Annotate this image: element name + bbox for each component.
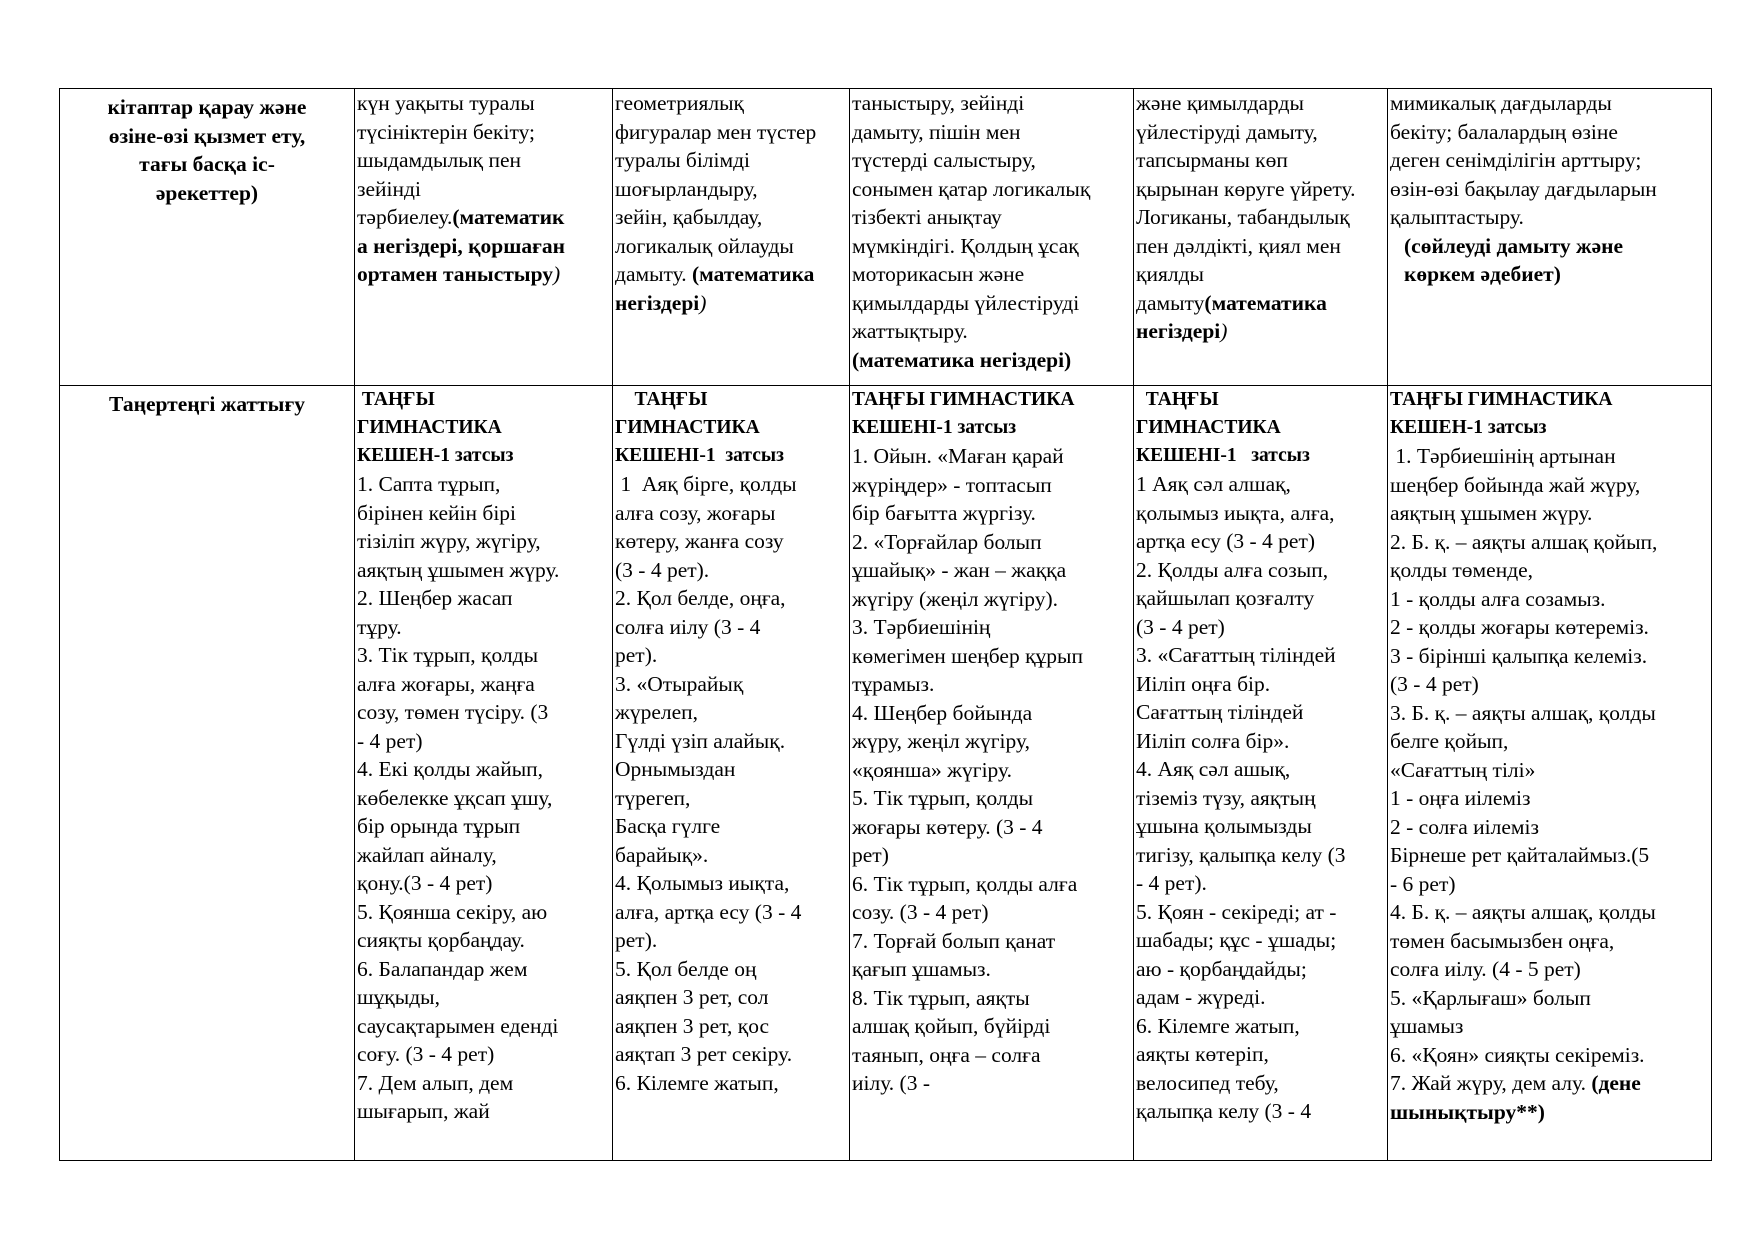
text-line: 7. Дем алып, дем [357,1070,514,1095]
cell-text-tail: дамыту(математика негіздері) [1136,290,1327,343]
text-line: геометриялық [615,91,744,115]
text-line: тізбекті анықтау [852,205,1002,229]
text-line: 7. Торғай болып қанат [852,928,1056,953]
table-cell [850,386,1134,1161]
cell-heading [1136,386,1387,470]
text-line: 2. «Торғайлар болып [852,529,1042,554]
text-line: адам - жүреді. [1136,985,1266,1009]
text-line: аяқтың ұшымен жүру. [357,557,560,582]
text-line: аю - қорбаңдайды; [1136,956,1307,981]
text-line: Сағаттың тіліндей [1136,700,1304,724]
text-line: жүріңдер» - топтасып [852,472,1052,497]
text-line: зейінді [357,176,421,201]
text-line: аяқты көтеріп, [1136,1042,1269,1066]
cell-text [1136,470,1387,1126]
text-line: сияқты қорбаңдау. [357,928,525,952]
text-line: пен дәлдікті, қиял мен [1136,233,1341,258]
text-line: (3 - 4 рет) [1136,614,1225,639]
table-cell [613,89,850,386]
text-line: тұру. [357,614,402,639]
row-label-cell [60,89,355,386]
text-line: Гүлді үзіп алайық. [615,728,786,753]
text-line: жаттықтыру. [852,319,968,343]
row-label-text: Таңертеңгі жаттығу [109,392,305,416]
text-line: моторикасын және [852,262,1025,286]
text-line: шоғырландыру, [615,176,758,201]
text-line: 2. Қол белде, оңға, [615,586,786,610]
text-line: 4. Б. қ. – аяқты алшақ, қолды [1390,900,1656,924]
text-line: ТАҢҒЫ ГИМНАСТИКА [852,389,1075,410]
text-line: тапсырманы көп [1136,148,1288,172]
text-line: 3. «Отырайық [615,671,744,696]
text-line: көркем әдебиет) [1404,262,1561,286]
text-line: жүру, жеңіл жүгіру, [852,729,1030,753]
text-line: қону.(3 - 4 рет) [357,871,493,895]
text-line: үйлестіруді дамыту, [1136,119,1318,144]
cell-text-tail: дамыту. (математика негіздері) [615,262,815,315]
table-cell [1388,89,1712,386]
text-line: таянып, оңға – солға [852,1042,1041,1067]
text-line: 2 - қолды жоғары көтереміз. [1390,615,1649,639]
cell-text-tail: 7. Жай жүру, дем алу. (дене шынықтыру**) [1390,1071,1641,1124]
text-line: түсініктерін бекіту; [357,119,536,144]
text-line: (3 - 4 рет). [615,557,710,582]
text-line: сонымен қатар логикалық [852,176,1091,201]
text-line: 3 - бірінші қалыпқа келеміз. [1390,643,1648,668]
text-line: қайшылап қозғалту [1136,586,1315,610]
text-line: ТАҢҒЫ [357,389,435,410]
text-line: шыдамдылық пен [357,148,522,172]
text-line: 4. Аяқ сәл ашық, [1136,757,1291,781]
cell-heading [1390,386,1711,442]
text-line: мимикалық дағдыларды [1390,91,1612,115]
text-line: көмегімен шеңбер құрып [852,643,1083,668]
cell-text [852,442,1133,1098]
text-line: жүрелеп, [615,700,699,724]
cell-text [615,470,849,1097]
text-line: рет). [615,643,658,667]
text-line: бір орында тұрып [357,814,521,838]
text-line: және қимылдарды [1136,91,1304,115]
text-line: ТАҢҒЫ [615,389,708,410]
text-line: 6. Кілемге жатып, [1136,1013,1300,1038]
cell-heading [615,386,849,470]
table-cell [355,89,613,386]
text-line: таныстыру, зейінді [852,91,1025,115]
text-line: 1. Сапта тұрып, [357,472,501,496]
schedule-table [59,88,1712,1161]
table-cell [1388,386,1712,1161]
text-line: ұшына қолымызды [1136,814,1312,838]
text-line: 4. Қолымыз иықта, [615,871,790,895]
text-line: түстерді салыстыру, [852,148,1036,172]
text-line: аяқтап 3 рет секіру. [615,1042,793,1066]
text-line: бір бағытта жүргізу. [852,501,1036,525]
text-line: 5. «Қарлығаш» болып [1390,985,1591,1010]
text-line: алшақ қойып, бүйірді [852,1014,1051,1038]
text-line: 1. Ойын. «Маған қарай [852,444,1064,468]
text-line: 2. Б. қ. – аяқты алшақ қойып, [1390,529,1658,554]
text-line: 4. Шеңбер бойында [852,700,1033,725]
text-line: қиялды [1136,262,1204,286]
text-line: 2 - солға иілеміз [1390,814,1539,839]
text-line: КЕШЕНІ-1 затсыз [615,445,784,466]
text-line: ГИМНАСТИКА [1136,417,1281,438]
text-line: көбелекке ұқсап ұшу, [357,785,553,810]
text-line: 5. Қоянша секіру, аю [357,899,548,924]
row-label-cell [60,386,355,1161]
text-line: 3. Б. қ. – аяқты алшақ, қолды [1390,700,1656,725]
text-line: шеңбер бойында жай жүру, [1390,472,1641,497]
text-line: (сөйлеуді дамыту және [1404,233,1624,258]
cell-text [1390,442,1711,1069]
table-cell [613,386,850,1161]
text-line: шұқыды, [357,985,440,1009]
cell-text-tail: (математика негіздері) [852,347,1072,372]
text-line: алға, артқа есу (3 - 4 [615,899,802,924]
text-line: «Сағаттың тілі» [1390,757,1536,782]
text-line: 1 - оңға иілеміз [1390,786,1531,810]
text-line: ГИМНАСТИКА [615,417,760,438]
text-line: 1 Аяқ бірге, қолды [615,472,797,496]
text-line: қырынан көруге үйрету. [1136,176,1356,201]
text-line: 5. Қол белде оң [615,956,757,981]
text-line: 2. Қолды алға созып, [1136,557,1329,582]
text-line: созу, төмен түсіру. (3 [357,700,549,724]
text-line: аяқпен 3 рет, қос [615,1013,770,1038]
text-line: (3 - 4 рет) [1390,672,1479,696]
text-line: ұшамыз [1390,1014,1464,1038]
text-line: алға жоғары, жаңға [357,671,535,696]
text-line: жайлап айналу, [357,842,497,867]
table-row [60,386,1712,1161]
text-line: кітаптар қарау және [107,95,307,119]
text-line: солға иілу (3 - 4 [615,614,761,639]
text-line: қалыптастыру. [1390,205,1524,229]
text-line: - 6 рет) [1390,871,1456,896]
text-line: түрегеп, [615,785,691,810]
text-line: Басқа гүлге [615,814,721,838]
text-line: КЕШЕНІ-1 затсыз [1136,445,1310,466]
text-line: көтеру, жанға созу [615,529,784,553]
text-line: 1 Аяқ сәл алшақ, [1136,472,1291,496]
text-line: деген сенімділігін арттыру; [1390,148,1642,172]
text-line: ТАҢҒЫ [1136,389,1219,410]
text-line: 6. Балапандар жем [357,956,528,981]
text-line: мүмкіндігі. Қолдың ұсақ [852,233,1079,258]
text-line: КЕШЕН-1 затсыз [1390,417,1547,438]
text-line: барайық». [615,842,709,867]
text-line: КЕШЕН-1 затсыз [357,445,514,466]
text-line: велосипед тебу, [1136,1070,1279,1095]
text-line: соғу. (3 - 4 рет) [357,1042,495,1066]
cell-text [1136,89,1387,289]
row-label-text [68,93,346,207]
text-line: қағып ұшамыз. [852,957,991,981]
text-line: Логиканы, табандылық [1136,205,1350,229]
table-cell [1134,386,1388,1161]
cell-text-tail [1390,232,1711,289]
text-line: жоғары көтеру. (3 - 4 [852,814,1043,839]
text-line: жүгіру (жеңіл жүгіру). [852,586,1058,611]
text-line: алға созу, жоғары [615,500,776,525]
text-line: «қоянша» жүгіру. [852,757,1012,782]
text-line: 2. Шеңбер жасап [357,586,513,610]
text-line: тағы басқа іс- [139,152,275,176]
cell-text [852,89,1133,346]
text-line: қимылдарды үйлестіруді [852,290,1080,315]
text-line: бекіту; балалардың өзіне [1390,119,1618,144]
text-line: өзін-өзі бақылау дағдыларын [1390,176,1657,201]
text-line: күн уақыты туралы [357,91,535,115]
text-line: 6. Кілемге жатып, [615,1070,779,1095]
text-line: тұрамыз. [852,672,935,696]
text-line: фигуралар мен түстер [615,119,817,144]
text-line: Бірнеше рет қайталаймыз.(5 [1390,843,1650,867]
cell-text-tail: тәрбиелеу.(математик а негіздері, қоршаған ортамен таныстыру) [357,205,566,286]
table-cell [1134,89,1388,386]
text-line: ТАҢҒЫ ГИМНАСТИКА [1390,389,1613,410]
text-line: 3. Тәрбиешінің [852,615,991,639]
text-line: 6. «Қоян» сияқты секіреміз. [1390,1042,1645,1067]
text-line: қалыпқа келу (3 - 4 [1136,1099,1312,1123]
text-line: 3. «Сағаттың тіліндей [1136,643,1336,667]
cell-text [615,89,849,260]
text-line: 3. Тік тұрып, қолды [357,643,539,667]
text-line: тізіліп жүру, жүгіру, [357,529,541,553]
text-line: Иіліп солға бір». [1136,728,1290,753]
text-line: дамыту, пішін мен [852,119,1021,144]
text-line: зейін, қабылдау, [615,205,763,229]
text-line: Иіліп оңға бір. [1136,671,1271,696]
text-line: 8. Тік тұрып, аяқты [852,985,1030,1010]
text-line: саусақтарымен еденді [357,1013,559,1038]
text-line: белге қойып, [1390,729,1509,753]
text-line: қолды төменде, [1390,558,1534,582]
text-line: иілу. (3 - [852,1071,931,1095]
text-line: өзіне-өзі қызмет ету, [108,123,306,148]
text-line: КЕШЕНІ-1 затсыз [852,417,1017,438]
text-line: шығарып, жай [357,1099,490,1123]
table-cell [850,89,1134,386]
text-line: созу. (3 - 4 рет) [852,900,989,924]
table-cell [355,386,613,1161]
text-line: артқа есу (3 - 4 рет) [1136,529,1316,553]
text-line: 6. Тік тұрып, қолды алға [852,871,1078,896]
text-line: тіземіз түзу, аяқтың [1136,785,1316,810]
cell-text [357,470,612,1126]
text-line: төмен басымызбен оңға, [1390,928,1615,953]
text-line: рет). [615,928,658,952]
text-line: - 4 рет) [357,728,423,753]
text-line: туралы білімді [615,148,751,172]
text-line: 1. Тәрбиешінің артынан [1390,444,1616,468]
text-line: бірінен кейін бірі [357,500,517,525]
text-line: 5. Қоян - секіреді; ат - [1136,899,1337,924]
table-row [60,89,1712,386]
text-line: солға иілу. (4 - 5 рет) [1390,957,1581,981]
text-line: тигізу, қалыпқа келу (3 [1136,842,1346,867]
text-line: - 4 рет). [1136,871,1207,895]
cell-heading [852,386,1133,442]
text-line: 5. Тік тұрып, қолды [852,786,1034,810]
text-line: шабады; құс - ұшады; [1136,928,1337,952]
text-line: әрекеттер) [155,180,259,205]
text-line: қолымыз иықта, алға, [1136,500,1335,525]
cell-text [357,89,612,203]
text-line: 4. Екі қолды жайып, [357,757,544,781]
text-line: аяқтың ұшымен жүру. [1390,501,1593,525]
cell-heading [357,386,612,470]
text-line: аяқпен 3 рет, сол [615,985,769,1009]
text-line: ұшайық» - жан – жаққа [852,558,1067,582]
text-line: 1 - қолды алға созамыз. [1390,586,1606,611]
text-line: рет) [852,843,889,867]
text-line: ГИМНАСТИКА [357,417,502,438]
text-line: Орнымыздан [615,757,736,781]
text-line: логикалық ойлауды [615,233,794,258]
cell-text [1390,89,1711,232]
